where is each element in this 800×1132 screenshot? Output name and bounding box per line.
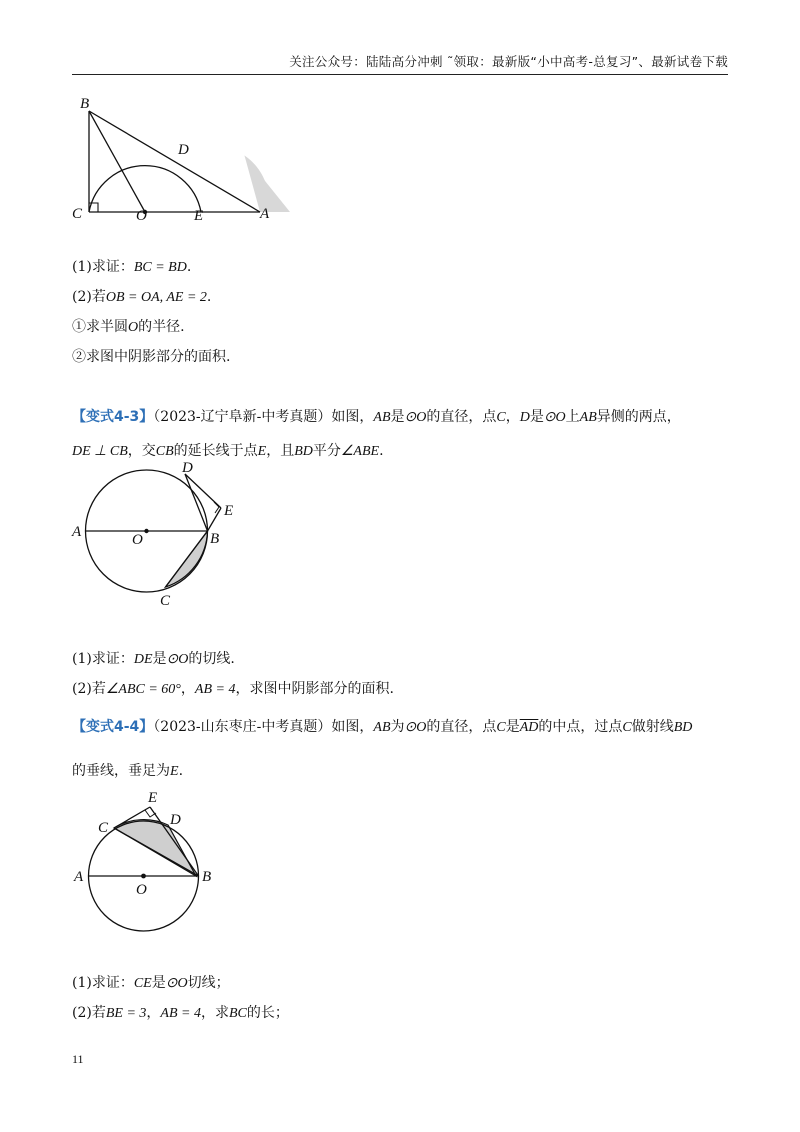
label-B: B — [80, 96, 90, 112]
label-D: D — [170, 812, 181, 828]
p1-question-1: (1)求证：BC = BD. — [72, 259, 192, 275]
label-A: A — [74, 869, 84, 885]
label-E: E — [224, 503, 234, 519]
label-B: B — [210, 531, 220, 547]
label-O: O — [136, 882, 147, 898]
v3-intro-line-2: DE ⊥ CB，交CB的延长线于点E，且BD平分∠ABE. — [72, 443, 384, 459]
label-E: E — [148, 790, 158, 806]
label-A: A — [260, 206, 270, 222]
label-E: E — [194, 208, 204, 224]
label-B: B — [202, 869, 212, 885]
v3-question-1: (1)求证：DE是⊙O的切线. — [72, 651, 235, 667]
p1-sub-question-2: ②求图中阴影部分的面积. — [72, 349, 231, 365]
semicircle-1 — [89, 166, 201, 212]
label-C: C — [72, 206, 83, 222]
label-D: D — [182, 460, 193, 476]
label-C: C — [160, 593, 171, 609]
label-C: C — [98, 820, 109, 836]
figure-semicircle-triangle — [70, 92, 290, 232]
label-O: O — [136, 208, 147, 224]
figure-circle-tangent-2 — [70, 782, 230, 942]
v4-intro-line-1: 【变式4-4】（2023-山东枣庄-中考真题）如图，AB为⊙O的直径，点C是$\overline{AD}$的中点，过点C做射线BD — [72, 719, 693, 735]
p1-sub-question-1: ①求半圆O的半径. — [72, 319, 185, 335]
v4-intro-line-2: 的垂线，垂足为E. — [72, 763, 184, 779]
label-O: O — [132, 532, 143, 548]
v3-intro-line-1: 【变式4-3】（2023-辽宁阜新-中考真题）如图，AB是⊙O的直径，点C，D是⊙O上AB异侧的两点， — [72, 409, 681, 425]
page-number: 11 — [72, 1052, 84, 1066]
figure-circle-tangent-1 — [70, 460, 250, 610]
v4-question-2: (2)若BE = 3，AB = 4，求BC的长； — [72, 1005, 289, 1021]
v3-question-2: (2)若∠ABC = 60°，AB = 4，求图中阴影部分的面积. — [72, 681, 394, 697]
label-A: A — [72, 524, 82, 540]
v4-question-1: (1)求证：CE是⊙O切线； — [72, 975, 230, 991]
page-header: 关注公众号：陆陆高分冲刺 ˜领取：最新版“小中高考-总复习”、最新试卷下载 — [72, 52, 728, 75]
p1-question-2: (2)若OB = OA, AE = 2. — [72, 289, 212, 305]
label-D: D — [178, 142, 189, 158]
